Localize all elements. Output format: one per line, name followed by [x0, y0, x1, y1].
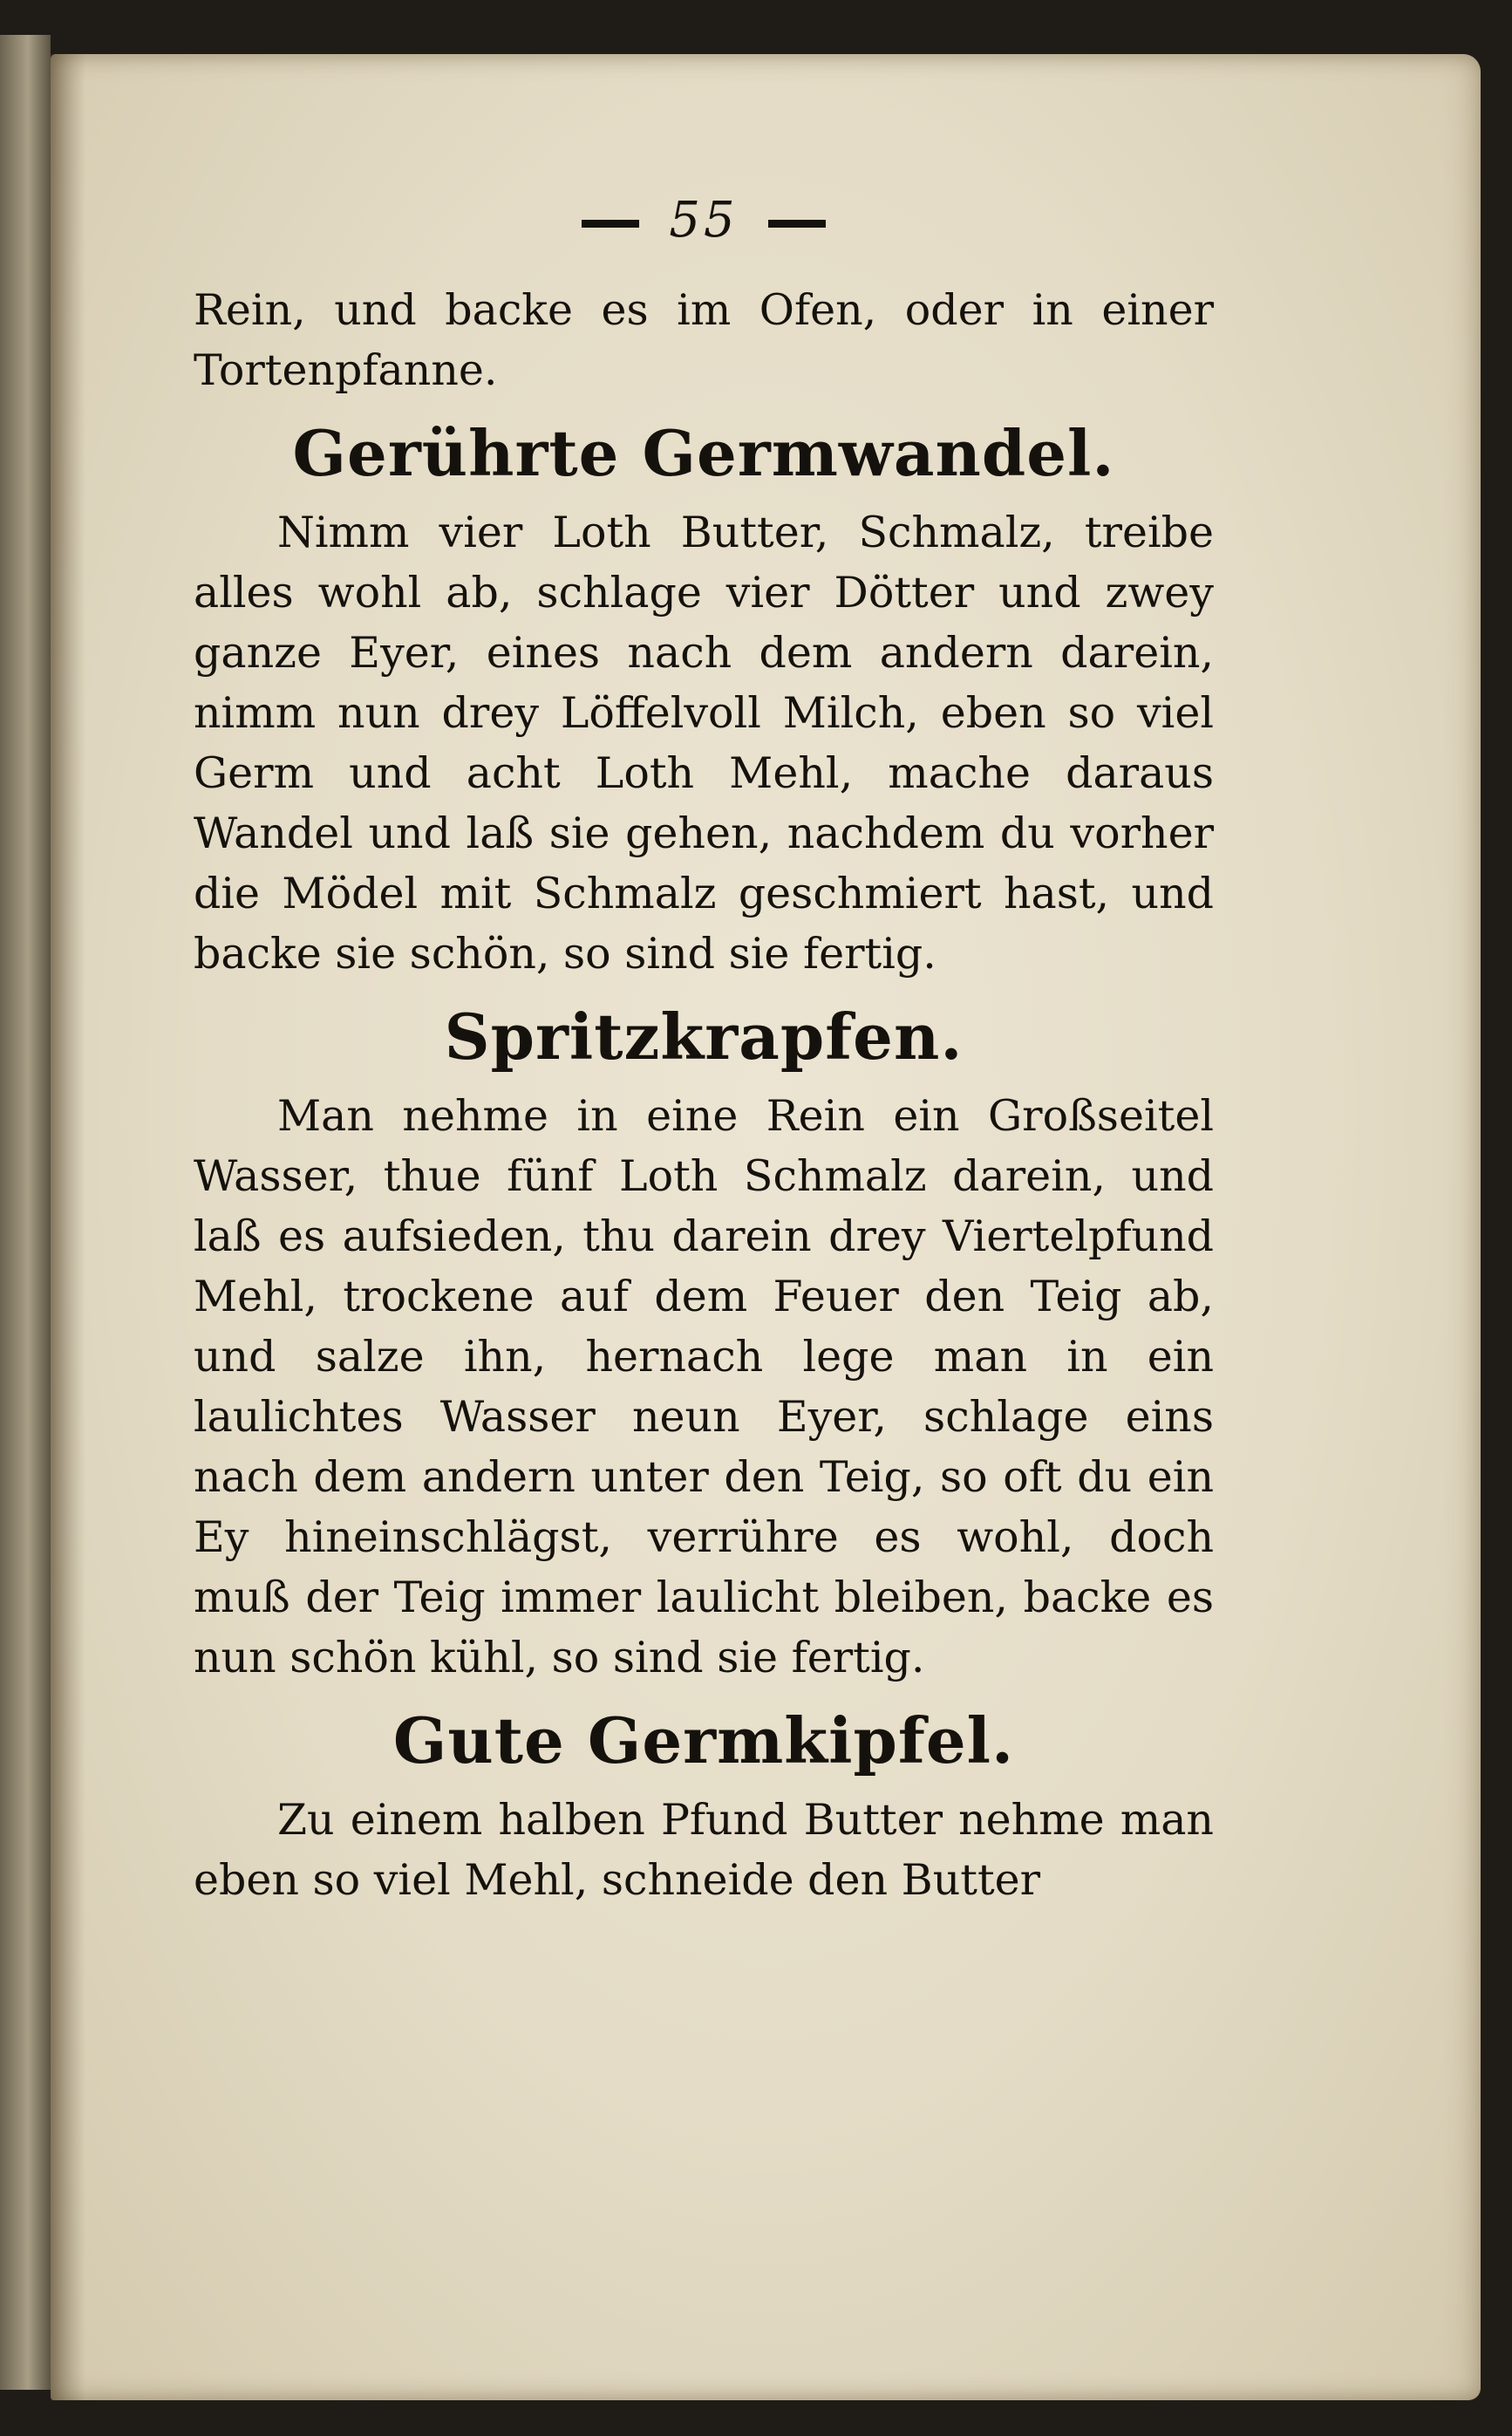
- recipe-heading-gute-germkipfel: Gute Germkipfel.: [392, 1703, 1015, 1778]
- page-number-line: [194, 192, 1214, 249]
- page-number: 55: [669, 192, 739, 249]
- page-text: [194, 192, 1214, 1910]
- recipe-heading-geruehrte-germwandel: Gerührte Germwandel.: [292, 416, 1115, 490]
- recipe-paragraph-germwandel: Nimm vier Loth Butter, Schmalz, treibe alles wohl ab, schlage vier Dötter und zwey ganze Eyer, eines nach dem andern darein, nimm nun drey Löffelvoll Milch, eben so viel Germ und acht Loth Mehl, mache daraus Wandel und laß sie gehen, nachdem du vorher die Mödel mit Schmalz geschmiert hast, und backe sie schön, so sind sie fertig.: [194, 508, 1214, 979]
- previous-page-edge: [0, 35, 51, 2390]
- recipe-paragraph-spritzkrapfen: Man nehme in eine Rein ein Großseitel Wasser, thue fünf Loth Schmalz darein, und laß es aufsieden, thu darein drey Viertelpfund Mehl, trockene auf dem Feuer den Teig ab, und salze ihn, hernach lege man in ein laulichtes Wasser neun Eyer, schlage eins nach dem andern unter den Teig, so oft du ein Ey hineinschlägst, verrühre es wohl, doch muß der Teig immer laulicht bleiben, backe es nun schön kühl, so sind sie fertig.: [194, 1091, 1214, 1682]
- recipe-paragraph-germkipfel: Zu einem halben Pfund Butter nehme man eben so viel Mehl, schneide den Butter: [194, 1795, 1214, 1905]
- dash-left: [582, 220, 639, 228]
- dash-right: [768, 220, 826, 228]
- continued-paragraph: Rein, und backe es im Ofen, oder in einer Tortenpfanne.: [194, 285, 1214, 395]
- page-gutter-shadow: [51, 54, 85, 2400]
- recipe-heading-spritzkrapfen: Spritzkrapfen.: [444, 1000, 964, 1074]
